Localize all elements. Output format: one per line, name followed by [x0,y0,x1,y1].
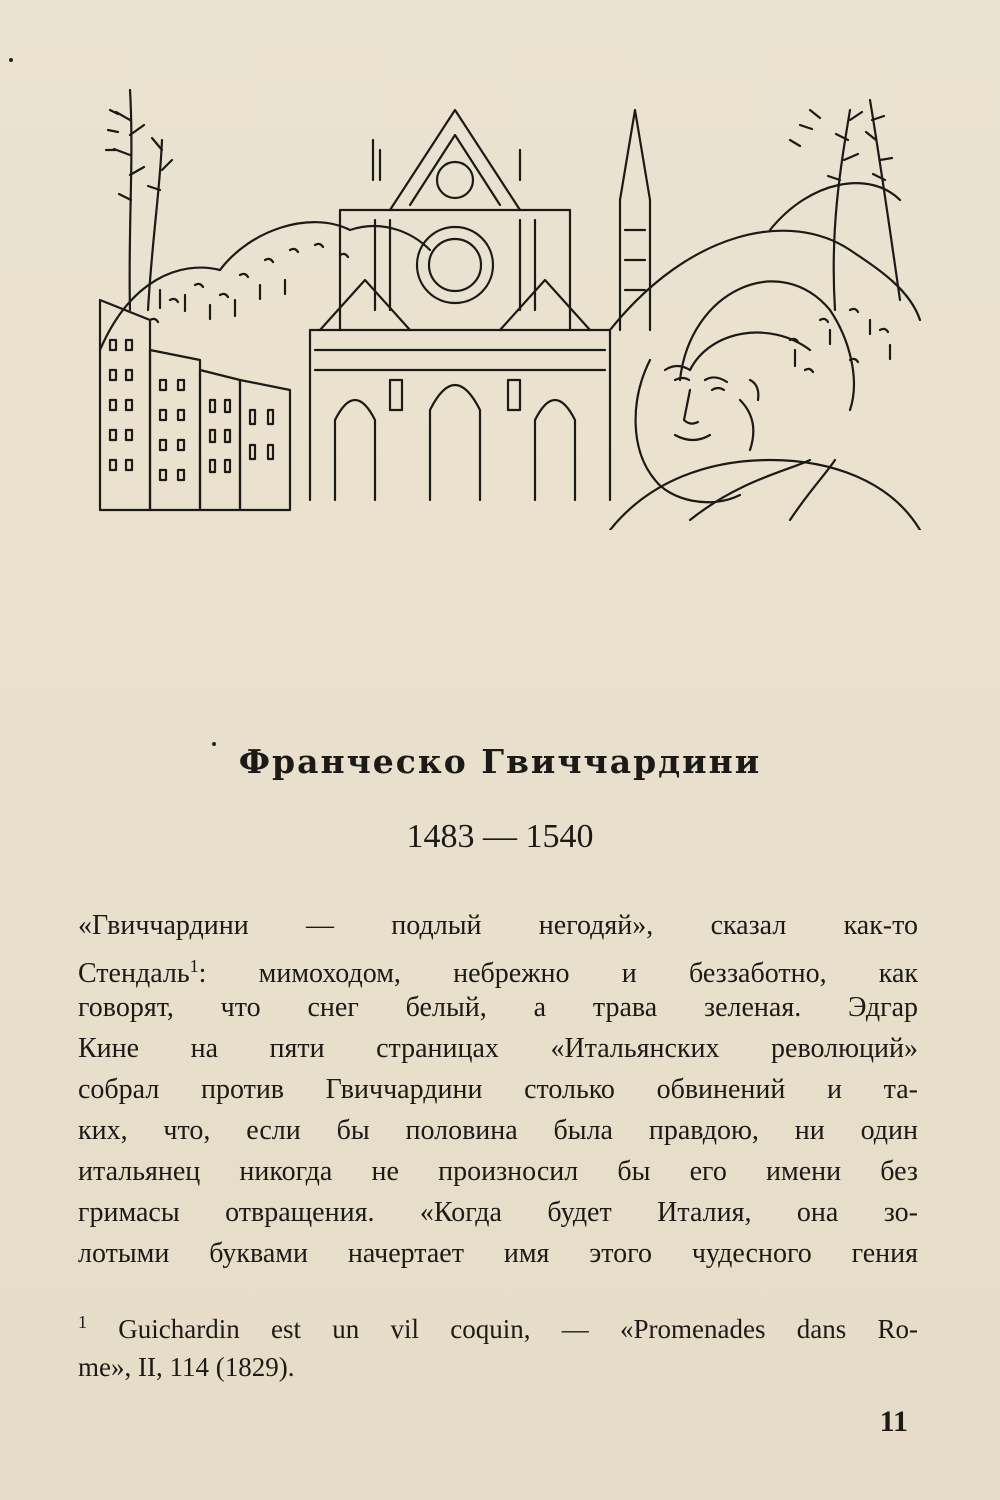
page-number: 11 [879,1405,908,1438]
footnote-ref[interactable]: 1 [189,956,199,976]
footnote-line: me», II, 114 (1829). [78,1352,295,1382]
body-line: ких, что, если бы половина была правдою, ни один [78,1115,918,1146]
chapter-illustration [90,80,930,530]
body-line [78,946,918,987]
body-paragraph [78,905,918,1274]
body-line: Кине на пяти страницах «Итальянских революций» [78,1033,918,1064]
footnote-marker: 1 [78,1312,87,1332]
footnote [78,1303,918,1386]
body-line: гримасы отвращения. «Когда будет Италия, она зо- [78,1197,918,1228]
body-line: «Гвиччардини — подлый негодяй», сказал как-то [78,910,918,941]
ink-drawing-icon [90,80,930,530]
body-line-rest: мимоходом, небрежно и беззаботно, как [258,958,919,989]
footnote-text: Guichardin est un vil coquin, — «Promenades dans Ro- [118,1314,918,1344]
body-line: говорят, что снег белый, а трава зеленая. Эдгар [78,992,918,1023]
body-line: лотыми буквами начертает имя этого чудесного гения [78,1238,918,1269]
footnote-line [78,1303,918,1348]
chapter-title: Франческо Гвиччардини [238,742,762,781]
body-line-colon: : [198,958,207,989]
body-line: итальянец никогда не произносил бы его имени без [78,1156,918,1187]
body-line-prefix: Стендаль [78,958,190,989]
ink-speck [9,58,13,62]
chapter-dates: 1483 — 1540 [406,818,594,855]
body-line: собрал против Гвиччардини столько обвинений и та- [78,1074,918,1105]
